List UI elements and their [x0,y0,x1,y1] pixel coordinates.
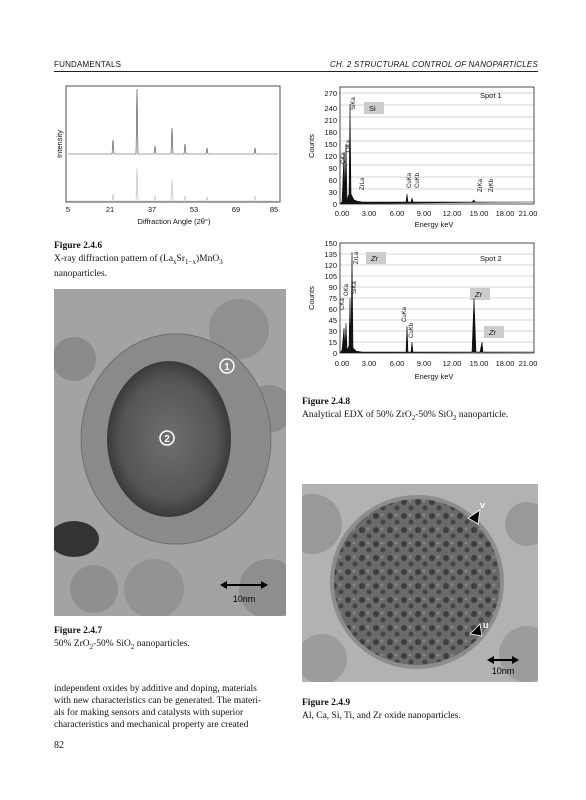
edx2-peak-label: SiKa [352,281,358,294]
scale-bar-1-label: 10nm [232,594,256,604]
edx2-xtick: 18.00 [495,359,515,368]
edx1-ytick: 90 [328,164,337,173]
spot2-label: Spot 2 [480,254,502,263]
edx1-ytick: 180 [324,128,337,137]
edx2-ytick: 15 [328,338,337,347]
edx2-ytick: 135 [324,250,337,259]
edx2-ylabel: Counts [307,286,316,310]
figure-2-4-7-label: Figure 2.4.7 [54,626,103,636]
edx1-xtick: 12.00 [442,209,462,218]
edx1-xlabel: Energy keV [414,220,454,229]
edx-chart-spot2 [302,238,538,388]
edx2-ytick: 120 [324,261,337,270]
page-number: 82 [54,740,64,751]
edx2-ytick: 45 [328,316,337,325]
edx1-xtick: 21.00 [518,209,538,218]
body-paragraph: independent oxides by additive and doping, materials with new characteristics can be generated. The materi- als for making sensors and catalysts with superior characteristics and mechanical property are created [54,684,262,730]
edx2-ytick: 105 [324,272,337,281]
edx2-peak-label: CuKb [409,322,415,338]
edx2-spectrum [340,252,534,353]
edx1-ytick: 60 [328,176,337,185]
edx1-xtick: 9.00 [416,209,432,218]
edx2-peak-label: CuKa [402,306,408,322]
element-box-zr-label: Zr [371,254,379,263]
header-rule [54,71,538,72]
tem-image-oxide-nanoparticles [302,484,538,682]
edx1-xtick: 0.00 [334,209,350,218]
edx1-ytick: 0 [332,200,337,209]
xrd-frame [66,86,280,202]
edx2-xlabel: Energy keV [414,372,454,381]
edx2-xtick: 9.00 [416,359,432,368]
xrd-xtick: 37 [147,205,157,214]
element-box-si-label: Si [369,104,376,113]
edx2-ytick: 150 [324,239,337,248]
tem-image-zro2-sio2 [54,289,286,616]
figure-2-4-6-label: Figure 2.4.6 [54,241,103,251]
edx2-peak-label: CKa [340,298,346,310]
edx2-xtick: 0.00 [334,359,350,368]
figure-2-4-6-caption: X-ray diffraction pattern of $(La_xSr_{1-x})MnO_3$ nanoparticles. [54,254,223,279]
xrd-xtick: 85 [269,205,279,214]
edx1-ytick: 30 [328,188,337,197]
figure-2-4-9-caption: Al, Ca, Si, Ti, and Zr oxide nanoparticles. [302,711,461,721]
svg-text:v: v [480,500,486,510]
edx1-xtick: 15.00 [469,209,489,218]
edx1-peak-label: ZrLa [360,177,366,190]
edx2-xtick: 15.00 [469,359,489,368]
svg-text:u: u [483,620,489,630]
edx1-ytick: 240 [324,104,337,113]
edx2-xtick: 12.00 [442,359,462,368]
element-box-zr-label: Zr [475,290,483,299]
xrd-xtick: 5 [65,205,71,214]
svg-text:1: 1 [224,362,230,373]
edx1-peak-label: SiKa [351,97,357,110]
edx1-ylabel: Counts [307,134,316,158]
scale-bar-2-label: 10nm [491,666,515,676]
edx2-ytick: 30 [328,327,337,336]
xrd-xtick: 69 [231,205,241,214]
edx1-ytick: 270 [324,89,337,98]
element-box-zr-label: Zr [489,328,497,337]
xrd-ylabel: Intensity [55,130,64,158]
edx1-ytick: 210 [324,116,337,125]
svg-text:2: 2 [164,434,170,445]
xrd-xtick: 21 [105,205,115,214]
edx1-peak-label: OKa [346,139,352,152]
edx2-ytick: 75 [328,294,337,303]
running-header-right: CH. 2 STRUCTURAL CONTROL OF NANOPARTICLES [330,60,538,69]
edx1-xtick: 3.00 [361,209,377,218]
running-header-left: FUNDAMENTALS [54,60,122,69]
xrd-chart [54,84,288,232]
edx2-ytick: 90 [328,283,337,292]
edx2-xtick: 21.00 [518,359,538,368]
figure-2-4-9-label: Figure 2.4.9 [302,698,351,708]
edx-chart-spot1 [302,84,538,234]
edx1-peak-label: ZrKb [489,178,495,192]
edx1-xtick: 18.00 [495,209,515,218]
edx1-peak-label: CKa [341,152,347,164]
edx2-ytick: 60 [328,305,337,314]
edx2-ytick: 0 [332,349,337,358]
figure-2-4-8-caption: Analytical EDX of 50% ZrO$_2$-50% SiO$_2$ nanoparticle. [302,410,509,422]
xrd-xtick: 53 [189,205,199,214]
edx1-peak-label: CuKa [407,172,413,188]
edx2-xtick: 6.00 [389,359,405,368]
edx1-peak-label: ZrKa [478,178,484,192]
edx2-peak-label: OKa [344,283,350,296]
edx1-ytick: 150 [324,140,337,149]
edx1-ytick: 120 [324,152,337,161]
figure-2-4-8-label: Figure 2.4.8 [302,397,351,407]
xrd-xlabel: Diffraction Angle (2θ°) [137,217,211,226]
figure-2-4-7-caption: 50% ZrO$_2$-50% SiO$_2$ nanoparticles. [54,639,190,651]
edx2-peak-label: ZrLa [354,251,360,264]
spot1-label: Spot 1 [480,91,502,100]
edx2-xtick: 3.00 [361,359,377,368]
edx1-xtick: 6.00 [389,209,405,218]
edx1-peak-label: CuKb [415,172,421,188]
